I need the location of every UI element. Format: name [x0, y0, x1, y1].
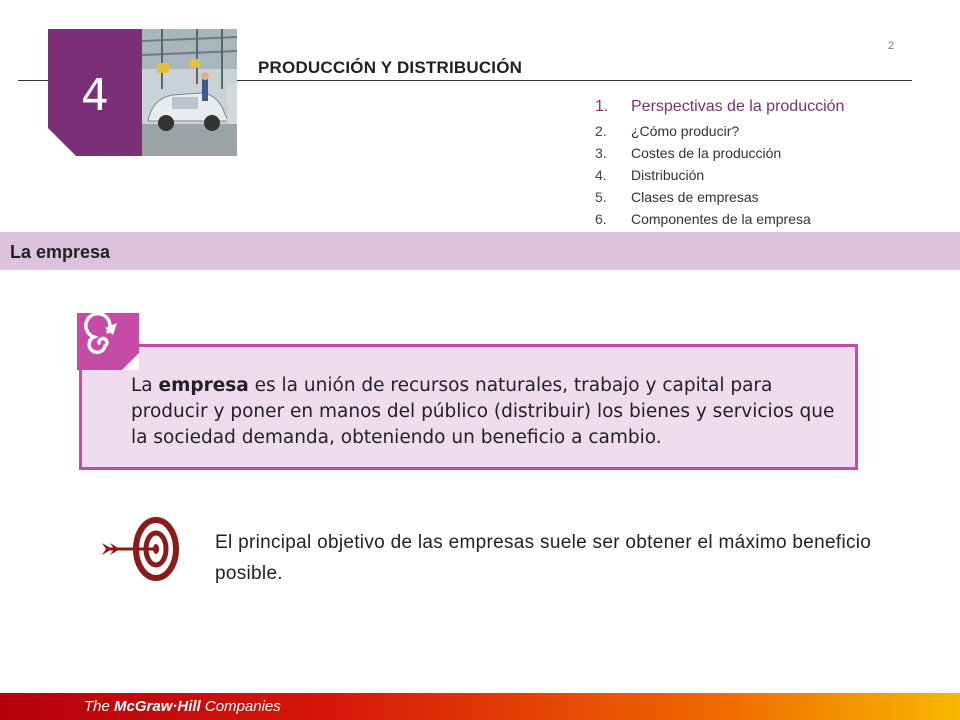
definition-tile-corner	[122, 353, 139, 370]
definition-term: empresa	[158, 375, 249, 396]
chapter-badge-corner	[48, 128, 76, 156]
toc-item-label: Componentes de la empresa	[631, 211, 811, 227]
toc-item-perspectivas[interactable]	[595, 96, 844, 120]
page-title: PRODUCCIÓN Y DISTRIBUCIÓN	[258, 58, 523, 77]
toc-item-label: ¿Cómo producir?	[631, 123, 740, 139]
toc-item-number: 2.	[595, 123, 607, 139]
toc-item-distribucion[interactable]	[595, 164, 844, 186]
target-icon	[100, 517, 182, 581]
toc-item-number: 5.	[595, 189, 607, 205]
objective-text: El principal objetivo de las empresas suele ser obtener el máximo beneficio posible.	[215, 532, 872, 584]
toc-item-number: 4.	[595, 167, 607, 183]
toc-item-label: Costes de la producción	[631, 145, 782, 161]
toc-item-como-producir[interactable]	[595, 120, 844, 142]
toc-item-componentes[interactable]	[595, 208, 844, 230]
target-arrow-icon	[100, 517, 182, 581]
footer-brand	[84, 698, 281, 715]
factory-photo-image	[142, 29, 237, 156]
toc-item-number: 1.	[595, 98, 609, 115]
footer-brand-name: McGraw·Hill	[114, 698, 201, 715]
toc-item-label: Distribución	[631, 167, 705, 183]
factory-photo	[142, 29, 237, 156]
toc-item-costes[interactable]	[595, 142, 844, 164]
toc-item-number: 6.	[595, 211, 607, 227]
toc-item-label: Clases de empresas	[631, 189, 759, 205]
section-band	[0, 232, 960, 270]
toc-item-clases[interactable]	[595, 186, 844, 208]
page-number: 2	[888, 40, 895, 52]
chapter-contents	[595, 96, 844, 230]
footer-brand-the: The	[84, 698, 115, 715]
toc-item-number: 3.	[595, 145, 607, 161]
definition-prefix: La	[131, 375, 159, 396]
definition-text	[131, 373, 841, 451]
footer-brand-suffix: Companies	[200, 698, 281, 715]
definition-body: es la unión de recursos naturales, trabajo y capital para producir y poner en manos del público (distribuir) los bienes y servicios que la sociedad demanda, obteniendo un beneficio a cambio.	[131, 375, 835, 448]
chapter-number: 4	[81, 70, 109, 121]
toc-item-label: Perspectivas de la producción	[631, 98, 845, 115]
section-heading: La empresa	[10, 242, 111, 262]
